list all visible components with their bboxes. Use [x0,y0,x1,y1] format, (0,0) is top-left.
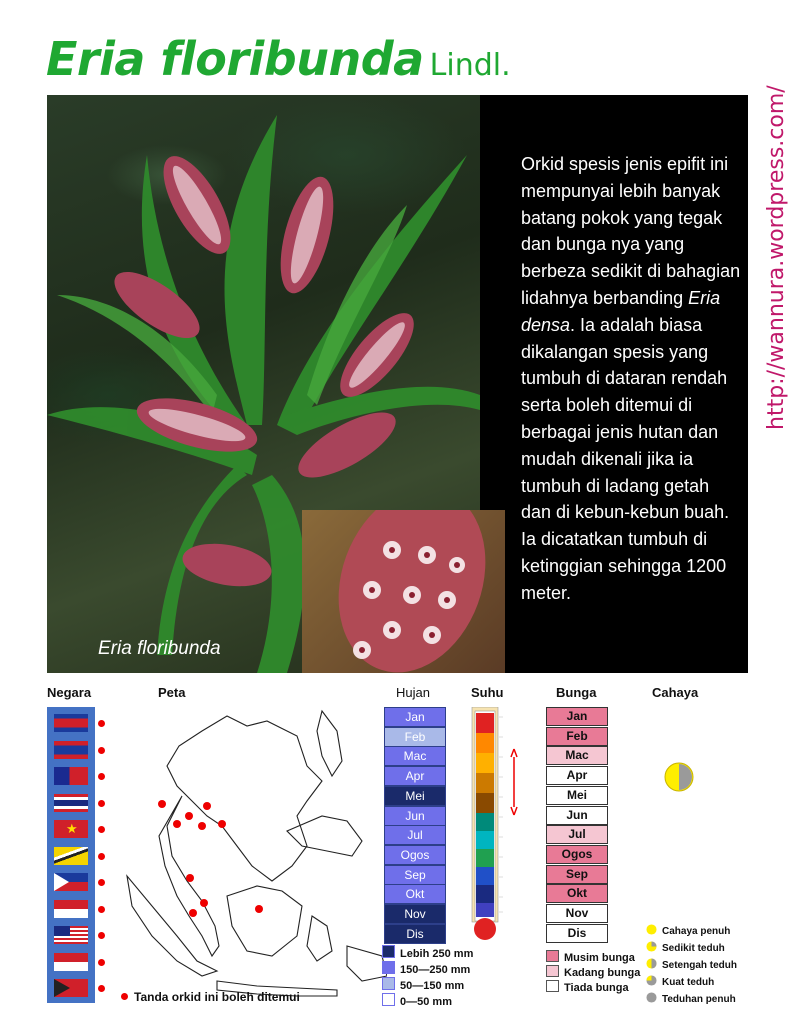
related-species: Eria densa [521,287,721,335]
distribution-map [107,706,387,1001]
rain-month-mac: Mac [384,746,446,766]
flower-month-mac: Mac [546,746,608,765]
flag-singapore [54,953,88,971]
presence-dot [98,720,105,727]
rain-month-okt: Okt [384,884,446,904]
presence-dot [98,747,105,754]
temperature-range-indicator [511,749,517,815]
header-suhu: Suhu [471,685,504,700]
flower-closeup-photo [302,510,505,673]
flower-legend-item: Tiada bunga [546,980,640,995]
presence-dot [98,985,105,992]
header-peta: Peta [158,685,186,700]
header-hujan: Hujan [396,685,430,700]
presence-dot [98,906,105,913]
light-legend-item: Cahaya penuh [646,924,737,941]
half-shade-icon [664,762,694,792]
flower-month-okt: Okt [546,884,608,903]
flower-legend-item: Kadang bunga [546,965,640,980]
temperature-thermometer [460,707,524,942]
rain-month-mei: Mei [384,786,446,806]
page-title [46,32,511,90]
species-name: Eria floribunda [46,32,424,86]
presence-dot [98,932,105,939]
presence-dot [98,800,105,807]
presence-dot [98,959,105,966]
rain-legend-item: 0—50 mm [382,993,473,1009]
flower-month-jan: Jan [546,707,608,726]
photo-caption: Eria floribunda [98,638,221,659]
photo-panel [47,95,748,673]
rain-month-dis: Dis [384,924,446,944]
flag-laos [54,741,88,759]
orchid-photo [47,95,480,673]
rain-legend-item: 150—250 mm [382,961,473,977]
species-author: Lindl. [429,48,511,83]
species-description: Orkid spesis jenis epifit ini mempunyai lebih banyak batang pokok yang tegak dan bunga nya yang berbeza sedikit di bahagian lidahnya berbanding Eria densa. Ia adalah biasa dikalangan spesis yang tumbuh di dataran rendah serta boleh ditemui di berbagai jenis hutan dan mudah dikenali jika ia tumbuh di ladang getah dan di kebun-kebun buah. Ia dicatatkan tumbuh di ketinggian sehingga 1200 meter. [521,154,741,603]
flowering-legend [546,950,640,995]
rain-month-jan: Jan [384,707,446,727]
flower-month-sep: Sep [546,865,608,884]
flower-month-feb: Feb [546,727,608,746]
flower-month-jul: Jul [546,825,608,844]
light-legend-item: Setengah teduh [646,958,737,975]
website-url: http://wannura.wordpress.com/ [764,85,789,430]
rain-month-jul: Jul [384,825,446,845]
header-cahaya: Cahaya [652,685,699,700]
rain-month-nov: Nov [384,904,446,924]
presence-dot [98,879,105,886]
country-flag-column [47,707,95,1003]
rainfall-legend [382,945,473,1009]
rain-month-ogos: Ogos [384,845,446,865]
flag-brunei [54,847,88,865]
flower-legend-item: Musim bunga [546,950,640,965]
light-legend-item: Teduhan penuh [646,992,737,1009]
header-bunga: Bunga [556,685,597,700]
flower-month-apr: Apr [546,766,608,785]
flag-taiwan [54,767,88,785]
flag-timor-leste [54,979,88,997]
rain-month-sep: Sep [384,865,446,885]
rain-legend-item: Lebih 250 mm [382,945,473,961]
light-legend-item: Kuat teduh [646,975,737,992]
presence-dot [98,826,105,833]
flower-month-nov: Nov [546,904,608,923]
presence-dot [98,853,105,860]
light-legend-item: Sedikit teduh [646,941,737,958]
flag-thailand [54,794,88,812]
flower-month-ogos: Ogos [546,845,608,864]
rain-month-feb: Feb [384,727,446,747]
presence-dot [98,773,105,780]
header-negara: Negara [47,685,92,700]
flag-cambodia [54,714,88,732]
flower-month-dis: Dis [546,924,608,943]
flag-philippines [54,873,88,891]
flower-month-jun: Jun [546,806,608,825]
rain-month-apr: Apr [384,766,446,786]
rain-month-jun: Jun [384,806,446,826]
flag-indonesia [54,900,88,918]
flag-vietnam: ★ [54,820,88,838]
map-legend: Tanda orkid ini boleh ditemui [121,990,300,1004]
rain-legend-item: 50—150 mm [382,977,473,993]
flag-malaysia [54,926,88,944]
light-legend [646,924,737,1009]
flower-month-mei: Mei [546,786,608,805]
